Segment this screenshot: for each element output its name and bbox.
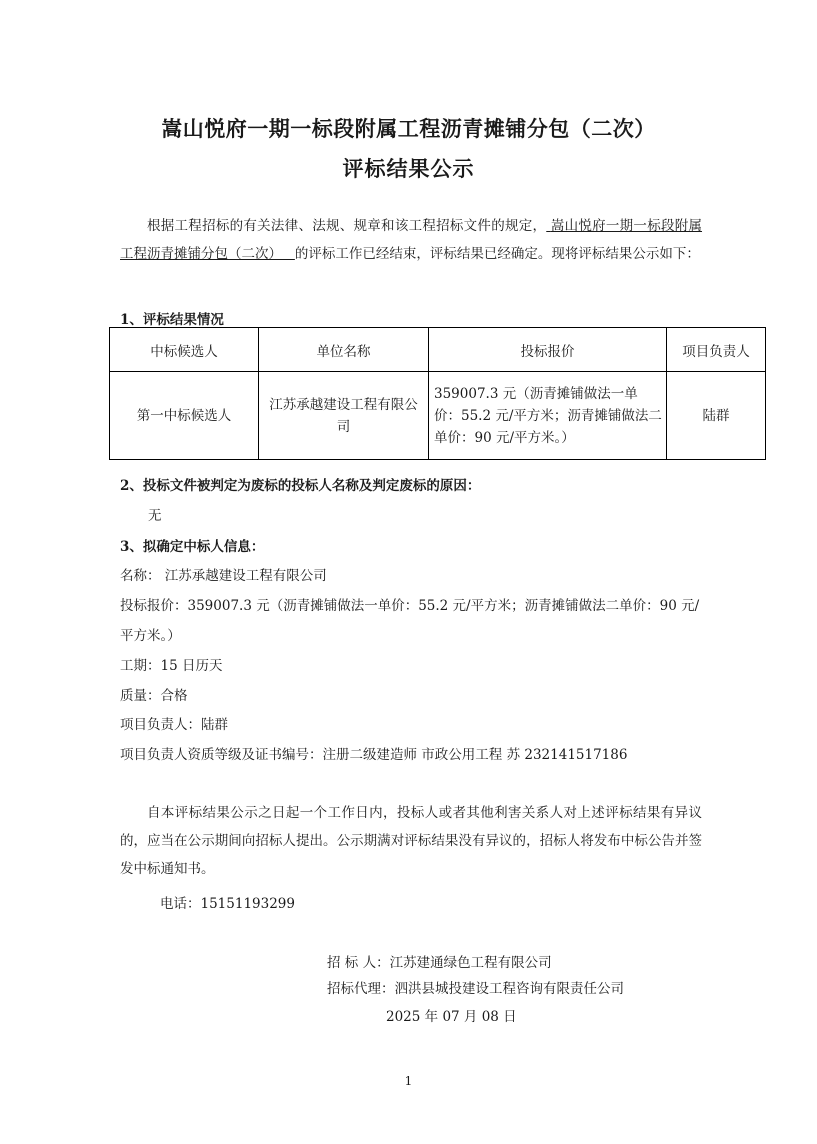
tenderer-line: 招 标 人：江苏建通绿色工程有限公司 [327,955,552,971]
header-manager: 项目负责人 [667,328,766,372]
phone-line: 电话：15151193299 [160,896,295,912]
table-header-row [110,328,766,372]
cell-price: 359007.3 元（沥青摊铺做法一单价：55.2 元/平方米；沥青摊铺做法二单价：90 元/平方米。） [429,372,667,460]
section-2-heading: 2、投标文件被判定为废标的投标人名称及判定废标的原因： [120,478,481,494]
result-table [109,327,766,460]
section-3-heading: 3、拟确定中标人信息： [120,539,265,555]
info-period: 工期：15 日历天 [120,658,223,674]
intro-paragraph [120,212,702,268]
cell-manager: 陆群 [667,372,766,460]
header-candidate: 中标候选人 [110,328,259,372]
table-row [110,372,766,460]
date-line: 2025 年 07 月 08 日 [386,1009,517,1025]
info-price-line-2: 平方米。） [120,628,181,644]
info-manager: 项目负责人：陆群 [120,717,228,733]
title-line-2: 评标结果公示 [342,156,475,181]
info-quality: 质量：合格 [120,688,188,704]
info-certificate: 项目负责人资质等级及证书编号：注册二级建造师 市政公用工程 苏 232141517186 [120,747,628,763]
page-number: 1 [404,1074,413,1088]
cell-company: 江苏承越建设工程有限公司 [259,372,429,460]
info-price-line-1: 投标报价：359007.3 元（沥青摊铺做法一单价：55.2 元/平方米；沥青摊铺做法二单价：90 元/ [120,598,700,614]
agent-line: 招标代理：泗洪县城投建设工程咨询有限责任公司 [327,981,624,997]
section-2-value: 无 [148,508,162,524]
closing-paragraph: 自本评标结果公示之日起一个工作日内，投标人或者其他利害关系人对上述评标结果有异议的，应当在公示期间向招标人提出。公示期满对评标结果没有异议的，招标人将发布中标公告并签发中标通知书。 [120,805,702,877]
intro-project-name: 嵩山悦府一期一标段附属工程沥青摊铺分包（二次） [120,218,703,262]
header-company: 单位名称 [259,328,429,372]
header-price: 投标报价 [429,328,667,372]
title-line-1: 嵩山悦府一期一标段附属工程沥青摊铺分包（二次） [161,116,656,141]
intro-prefix: 根据工程招标的有关法律、法规、规章和该工程招标文件的规定， [147,218,547,234]
section-1-heading: 1、评标结果情况 [120,312,224,328]
intro-suffix: 的评标工作已经结束，评标结果已经确定。现将评标结果公示如下： [294,246,700,262]
info-name: 名称： 江苏承越建设工程有限公司 [120,568,327,584]
cell-candidate: 第一中标候选人 [110,372,259,460]
